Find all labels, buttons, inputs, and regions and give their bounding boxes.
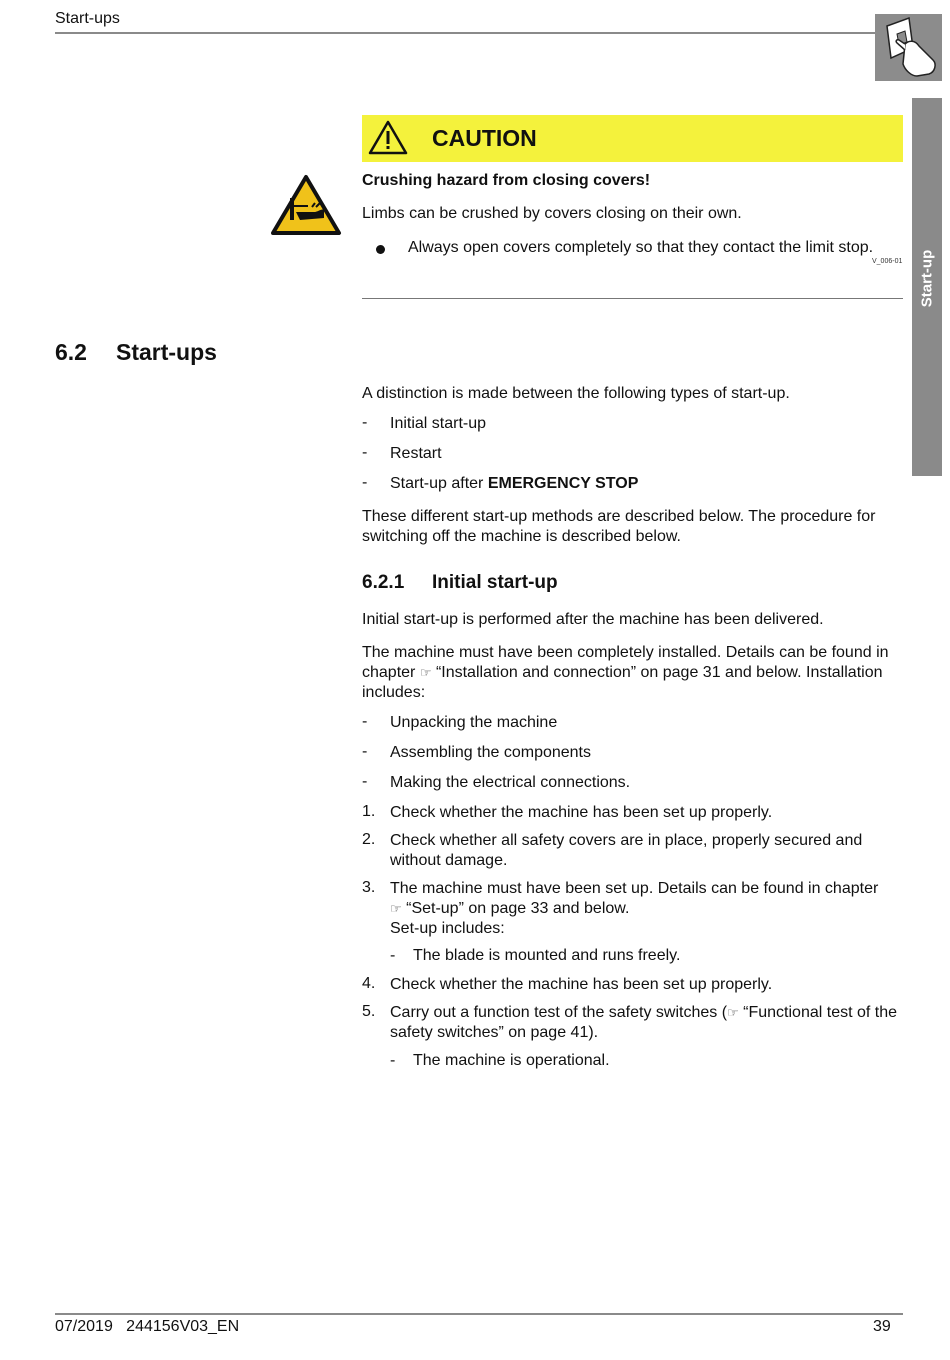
hazard-text: Limbs can be crushed by covers closing on their own. (362, 205, 742, 222)
page-number: 39 (873, 1318, 891, 1335)
list-dash: - (390, 947, 396, 964)
subsection-number: 6.2.1 (362, 572, 405, 593)
step-text: Check whether the machine has been set up properly. (390, 804, 773, 821)
list-item: Making the electrical connections. (390, 774, 631, 791)
section-intro: A distinction is made between the following types of start-up. (362, 385, 790, 402)
warning-triangle-icon (368, 120, 408, 156)
caution-banner (362, 115, 903, 162)
step-number: 2. (362, 831, 376, 848)
section-outro: These different start-up methods are described below. The procedure for switching off the machine is described below. (362, 508, 876, 545)
list-item: Initial start-up (390, 415, 487, 432)
step-text-part: and below. (548, 900, 630, 917)
step-text: Check whether the machine has been set up properly. (390, 976, 773, 993)
side-tab-label: Start-up (918, 249, 936, 308)
step-text-part: ). (588, 1024, 599, 1041)
header-title: Start-ups (55, 10, 120, 27)
section-title: Start-ups (116, 339, 217, 365)
list-item-text: Start-up after (390, 475, 488, 492)
pointing-hand-icon: ☞ (419, 665, 432, 680)
caution-label: CAUTION (432, 125, 537, 151)
list-item (390, 474, 905, 494)
paragraph: Initial start-up is performed after the machine has been delivered. (362, 611, 824, 628)
chapter-reference[interactable]: “Installation and connection” on page 31 (435, 664, 721, 681)
footer-date-docid: 07/2019 244156V03_EN (55, 1318, 240, 1335)
crush-hazard-icon (270, 174, 342, 236)
list-dash: - (390, 1052, 396, 1069)
footer-rule (55, 1313, 903, 1315)
paragraph (362, 643, 907, 703)
list-dash: - (362, 414, 368, 431)
divider (362, 298, 903, 299)
step-text (390, 879, 905, 939)
list-item: Unpacking the machine (390, 714, 558, 731)
hand-switch-icon (875, 14, 942, 81)
step-text-part: Carry out a function test of the safety switches ( (390, 1004, 728, 1021)
chapter-reference[interactable]: “Functional test of the safety switches” on page 41 (390, 1004, 898, 1041)
list-item: Assembling the components (390, 744, 591, 761)
step-number: 4. (362, 975, 376, 992)
side-tab (912, 98, 942, 476)
emergency-stop-label: EMERGENCY STOP (487, 475, 639, 492)
step-text (390, 1003, 905, 1043)
list-dash: - (362, 474, 368, 491)
subsection-title: Initial start-up (432, 572, 558, 593)
step-number: 1. (362, 803, 376, 820)
chapter-reference[interactable]: “Set-up” on page 33 (406, 900, 549, 917)
list-item: Restart (390, 445, 442, 462)
bullet-icon (376, 245, 385, 254)
list-dash: - (362, 773, 368, 790)
step-text: Check whether all safety covers are in place, properly secured and without damage. (390, 832, 863, 869)
hazard-heading: Crushing hazard from closing covers! (362, 172, 651, 189)
list-dash: - (362, 444, 368, 461)
paragraph-text: The machine must have been completely installed. Details can be found in chapter (362, 644, 889, 681)
paragraph-text: and below. Installation includes: (362, 664, 883, 701)
header-rule (55, 32, 877, 34)
step-result: The machine is operational. (413, 1052, 610, 1069)
step-number: 5. (362, 1003, 376, 1020)
list-dash: - (362, 713, 368, 730)
step-text-part: Set-up includes: (390, 920, 505, 937)
step-result: The blade is mounted and runs freely. (413, 947, 681, 964)
step-text-part: The machine must have been set up. Details can be found in chapter (390, 880, 879, 897)
step-number: 3. (362, 879, 376, 896)
hazard-instruction: Always open covers completely so that they contact the limit stop. (408, 239, 874, 256)
section-number: 6.2 (55, 339, 87, 365)
list-dash: - (362, 743, 368, 760)
pointing-hand-icon: ☞ (390, 901, 402, 916)
document-code: V_006-01 (872, 258, 903, 265)
pointing-hand-icon: ☞ (727, 1005, 739, 1020)
